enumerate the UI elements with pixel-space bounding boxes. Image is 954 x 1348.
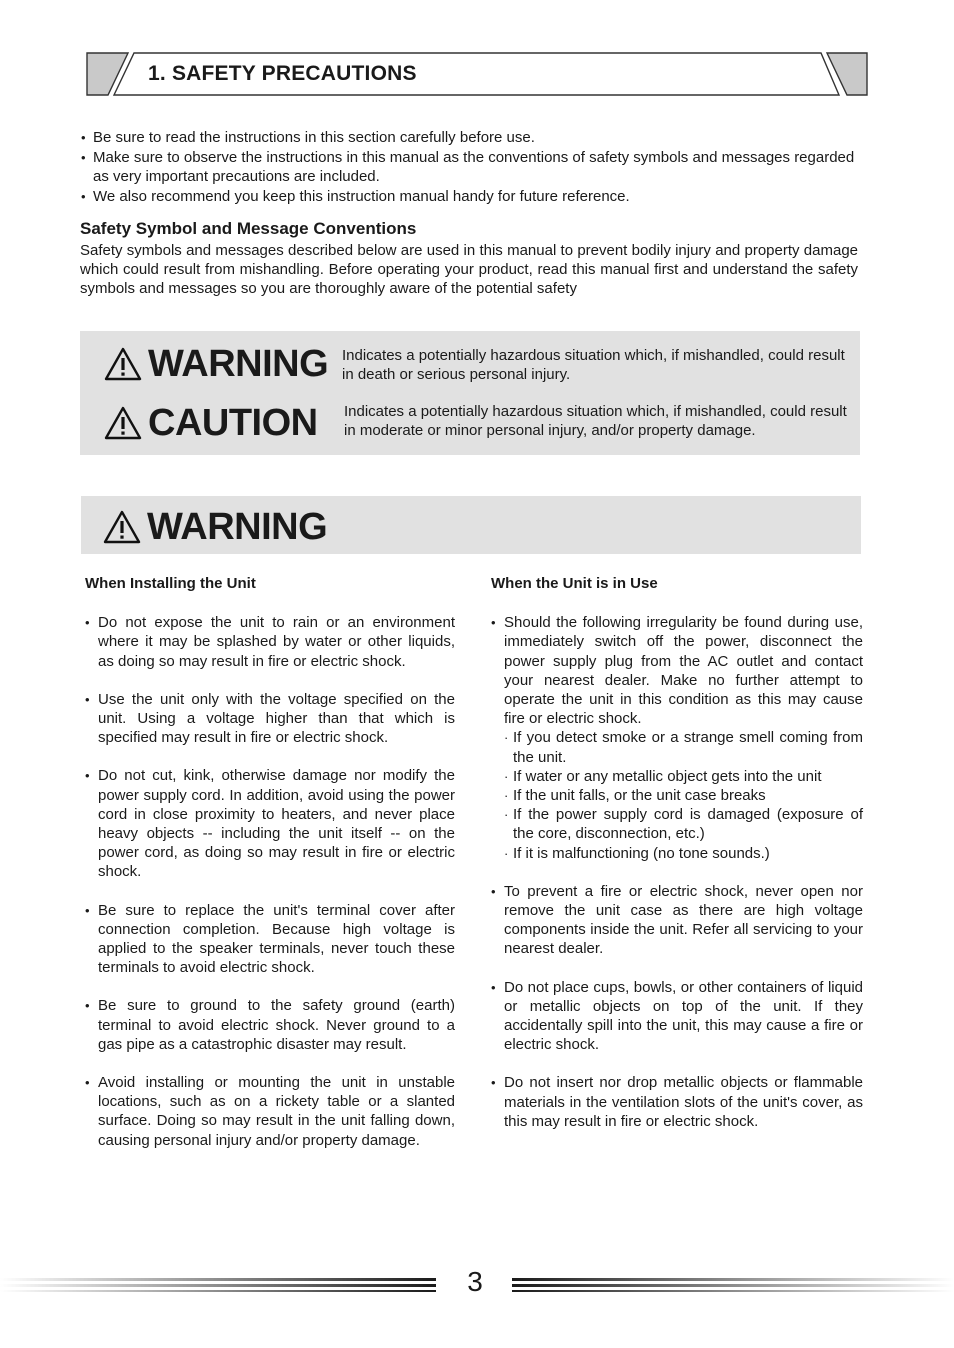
installing-item: • Avoid installing or mounting the unit in unstable locations, such as on a rickety table or a slanted surface. Doing so may result in the unit falling down, causing personal injury and/or property damage. [85,1073,455,1150]
warning-description: Indicates a potentially hazardous situation which, if mishandled, could result in death or serious personal injury. [342,347,845,383]
caution-triangle-icon [104,406,142,440]
page-number: 3 [467,1266,483,1297]
intro-bullet: • Make sure to observe the instructions in this manual as the conventions of safety symbols and messages regarded as very important precautions are included. [80,148,870,186]
symbol-legend-box [80,331,860,455]
installing-item: • Do not expose the unit to rain or an environment where it may be splashed by water or other liquids, as doing so may result in fire or electric shock. [85,613,455,671]
in-use-item: • Should the following irregularity be found during use, immediately switch off the power, disconnect the power supply plug from the AC outlet and contact your nearest dealer. Make no further attempt to operate the unit in this condition as this may cause fire or electric shock. [491,613,863,728]
conventions-heading: Safety Symbol and Message Conventions [80,219,417,238]
in-use-column [491,574,863,1150]
warning-triangle-icon [103,510,141,544]
intro-bullet: • We also recommend you keep this instruction manual handy for future reference. [80,187,870,206]
irregularity-item: · If the power supply cord is damaged (exposure of the core, disconnection, etc.) [504,805,863,843]
intro-bullet: • Be sure to read the instructions in this section carefully before use. [80,128,870,147]
warning-symbol [104,345,328,383]
caution-symbol [104,404,318,442]
in-use-heading: When the Unit is in Use [491,575,658,592]
warning-heading-bar [81,496,861,554]
conventions-paragraph: Safety symbols and messages described below are used in this manual to prevent bodily injury and property damage which could result from mishandling. Before operating your product, read this manual first and understand the safety symbols and messages so you are thoroughly aware of the potential safety [80,242,858,297]
irregularity-item: · If water or any metallic object gets into the unit [504,767,863,786]
section-header-banner [86,52,868,96]
warning-label: WARNING [148,343,329,385]
intro-bullet-list [80,128,870,207]
warning-heading-label: WARNING [147,506,328,548]
installing-item: • Be sure to ground to the safety ground (earth) terminal to avoid electric shock. Never ground to a gas pipe as a catastrophic disaster may result. [85,996,455,1054]
warning-heading-symbol [103,508,327,546]
installing-column [85,574,455,1169]
irregularity-item: · If it is malfunctioning (no tone sounds.) [504,844,863,863]
irregularity-item: · If the unit falls, or the unit case breaks [504,786,863,805]
caution-description: Indicates a potentially hazardous situation which, if mishandled, could result in moderate or minor personal injury, and/or property damage. [344,403,847,439]
caution-label: CAUTION [148,402,318,444]
installing-heading: When Installing the Unit [85,575,256,592]
installing-item: • Use the unit only with the voltage specified on the unit. Using a voltage higher than that which is specified may result in fire or electric shock. [85,690,455,748]
irregularity-item: · If you detect smoke or a strange smell coming from the unit. [504,728,863,766]
section-title: 1. SAFETY PRECAUTIONS [148,62,417,85]
irregularity-list [491,728,863,862]
installing-item: • Be sure to replace the unit's terminal cover after connection completion. Because high voltage is applied to the speaker terminals, never touch these terminals to avoid electric shock. [85,901,455,978]
in-use-item: • Do not place cups, bowls, or other containers of liquid or metallic objects on top of the unit. If they accidentally spill into the unit, this may cause a fire or electric shock. [491,978,863,1055]
in-use-item: • To prevent a fire or electric shock, never open nor remove the unit case as there are high voltage components inside the unit. Refer all servicing to your nearest dealer. [491,882,863,959]
warning-triangle-icon [104,347,142,381]
installing-item: • Do not cut, kink, otherwise damage nor modify the power supply cord. In addition, avoid using the power cord in close proximity to heaters, and never place heavy objects -- including the unit itself -- on the power cord, as doing so may result in fire or electric shock. [85,766,455,881]
in-use-item: • Do not insert nor drop metallic objects or flammable materials in the ventilation slots of the unit's cover, as this may result in fire or electric shock. [491,1073,863,1131]
